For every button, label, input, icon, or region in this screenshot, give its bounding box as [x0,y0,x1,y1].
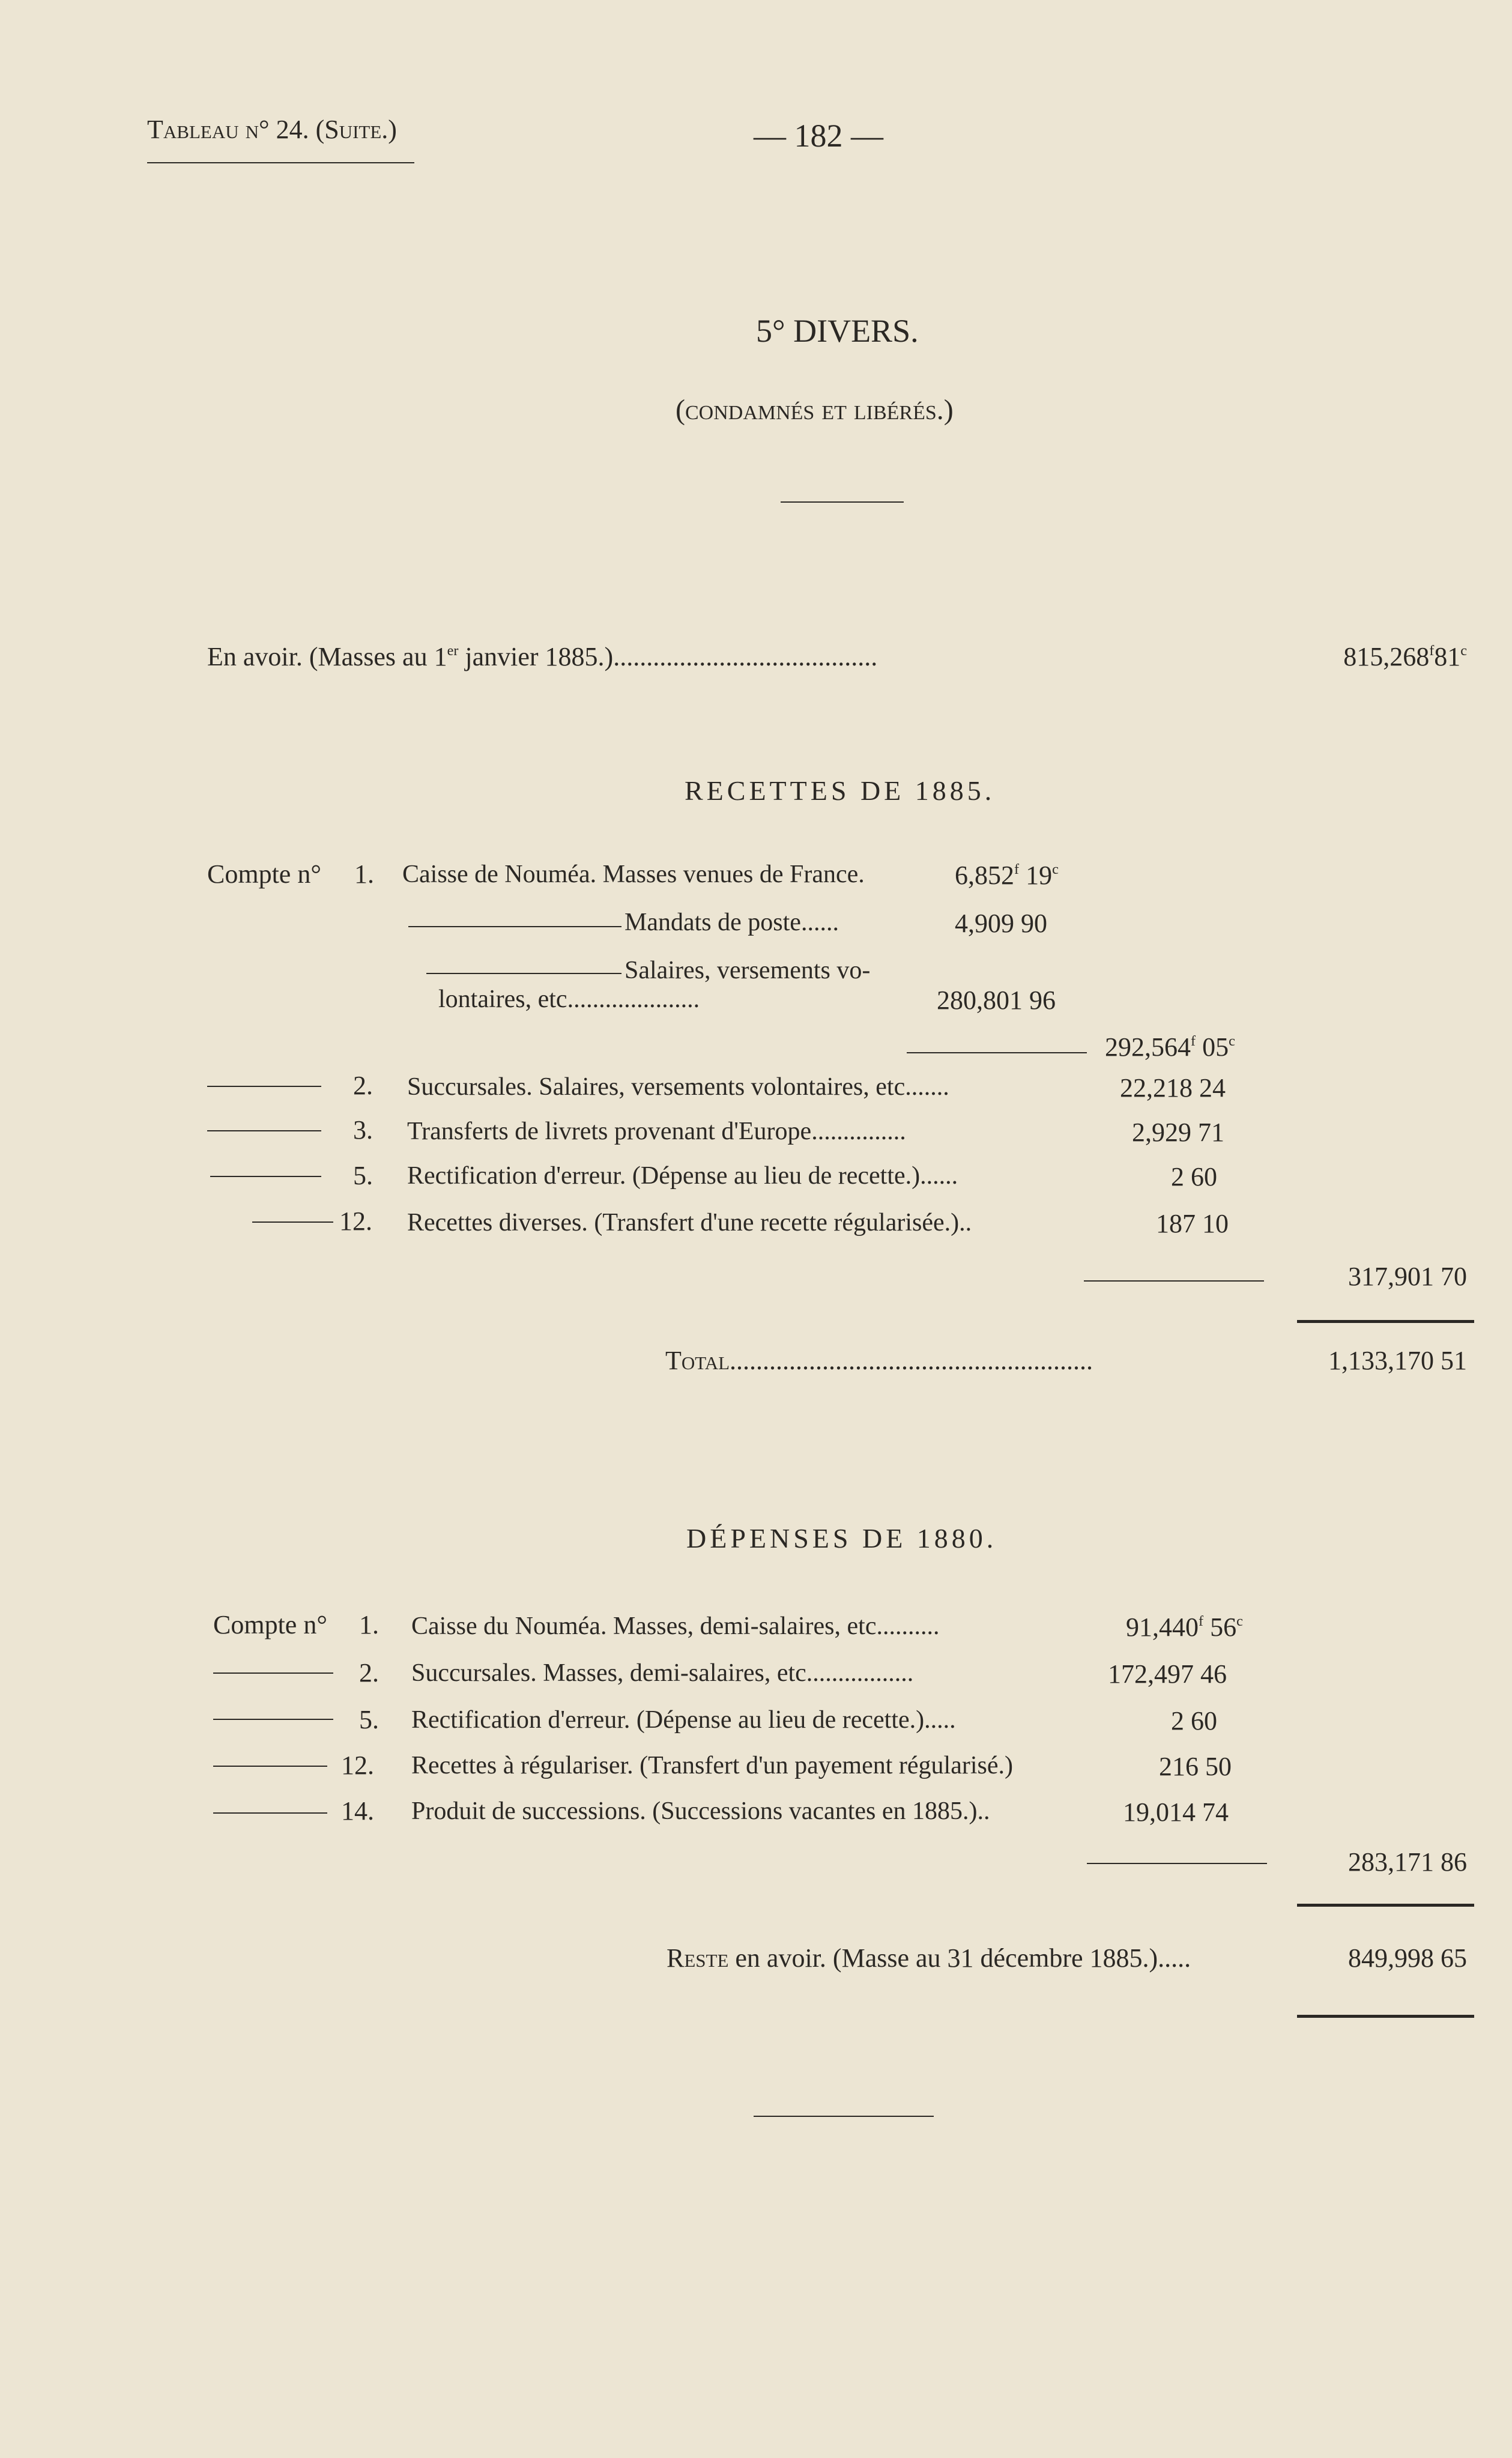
table-label: Tableau n° 24. (Suite.) [147,115,397,144]
receipts-row-dash [207,1086,321,1087]
receipts-compte-1-title-amount: 6,852$^f$ 19$^c$ [955,861,1059,890]
expenses-row-label: Caisse du Nouméa. Masses, demi-salaires, etc.......... [411,1612,940,1640]
receipts-row-amount: 187 10 [1156,1209,1229,1238]
expenses-total-dash [1087,1863,1267,1864]
expenses-row-dash [213,1812,327,1814]
expenses-row-dash [213,1766,327,1767]
receipts-total-rule [1297,1320,1474,1323]
receipts-row-label: Recettes diverses. (Transfert d'une recette régularisée.).. [407,1209,972,1237]
receipts-row-dash [210,1176,321,1177]
receipts-dash-salaires [426,973,621,974]
expenses-row-dash [213,1672,333,1674]
closing-rule [1297,2015,1474,2018]
grand-total-label: Total....................................................... [665,1346,1093,1375]
expenses-row-amount: 172,497 46 [1108,1659,1227,1689]
expenses-total: 283,171 86 [1348,1847,1467,1877]
expenses-row-label: Recettes à régulariser. (Transfert d'un payement régularisé.) [411,1752,1013,1779]
expenses-row-dash [213,1719,333,1720]
receipts-row-amount: 2 60 [1171,1162,1217,1191]
expenses-row-amount: 216 50 [1159,1752,1232,1781]
expenses-row-amount: 91,440$^f$ 56$^c$ [1126,1612,1243,1642]
receipts-row-dash [252,1221,333,1223]
page-number: — 182 — [754,118,883,154]
opening-label: En avoir. (Masses au 1er janvier 1885.)........................................ [207,642,878,671]
receipts-row-num: 5. [353,1161,373,1190]
receipts-salaires-label-b: lontaires, etc..................... [438,985,700,1013]
receipts-salaires-amount: 280,801 96 [937,985,1056,1015]
receipts-total-dash [1084,1280,1264,1282]
closing-amount: 849,998 65 [1348,1943,1467,1973]
receipts-heading: RECETTES DE 1885. [685,775,996,806]
receipts-compte-label: Compte n° [207,859,321,889]
title-divider [781,501,904,503]
expenses-row-amount: 2 60 [1171,1706,1217,1736]
end-divider [754,2116,934,2117]
receipts-row-amount: 22,218 24 [1120,1073,1226,1103]
expenses-total-rule [1297,1904,1474,1907]
expenses-row-num: 1. [359,1610,379,1639]
receipts-row-num: 3. [353,1115,373,1145]
expenses-row-label: Succursales. Masses, demi-salaires, etc................. [411,1659,914,1687]
expenses-row-num: 5. [359,1705,379,1734]
receipts-dash-mandats [408,926,621,927]
expenses-row-label: Rectification d'erreur. (Dépense au lieu de recette.)..... [411,1706,956,1734]
opening-amount: 815,268$^f$81$^c$ [1343,642,1467,671]
receipts-total: 317,901 70 [1348,1262,1467,1291]
receipts-row-label: Transferts de livrets provenant d'Europe............... [407,1118,906,1145]
receipts-row-num: 12. [339,1206,372,1236]
expenses-compte-label: Compte n° [213,1610,327,1639]
receipts-compte-1-num: 1. [354,859,374,889]
expenses-row-num: 2. [359,1658,379,1688]
receipts-salaires-label-a: Salaires, versements vo- [624,957,871,984]
section-title: 5° DIVERS. [756,313,919,349]
expenses-row-amount: 19,014 74 [1123,1797,1229,1827]
receipts-mandats-amount: 4,909 90 [955,909,1047,938]
section-subtitle: (condamnés et libérés.) [676,394,954,426]
expenses-heading: DÉPENSES DE 1880. [686,1523,997,1554]
receipts-subtotal-dash [907,1052,1087,1053]
expenses-row-num: 14. [341,1796,374,1826]
receipts-row-label: Rectification d'erreur. (Dépense au lieu de recette.)...... [407,1162,958,1190]
closing-label: Reste en avoir. (Masse au 31 décembre 1885.)..... [667,1943,1191,1973]
receipts-row-dash [207,1130,321,1131]
receipts-compte-1-title: Caisse de Nouméa. Masses venues de France. [402,861,865,888]
receipts-compte-1-subtotal: 292,564$^f$ 05$^c$ [1105,1032,1235,1062]
header-underline [147,162,414,163]
expenses-row-label: Produit de successions. (Successions vacantes en 1885.).. [411,1797,990,1825]
receipts-row-num: 2. [353,1071,373,1100]
grand-total-amount: 1,133,170 51 [1328,1346,1467,1375]
receipts-mandats-label: Mandats de poste...... [624,909,839,936]
receipts-row-amount: 2,929 71 [1132,1118,1224,1147]
receipts-row-label: Succursales. Salaires, versements volontaires, etc....... [407,1073,949,1101]
expenses-row-num: 12. [341,1751,374,1780]
